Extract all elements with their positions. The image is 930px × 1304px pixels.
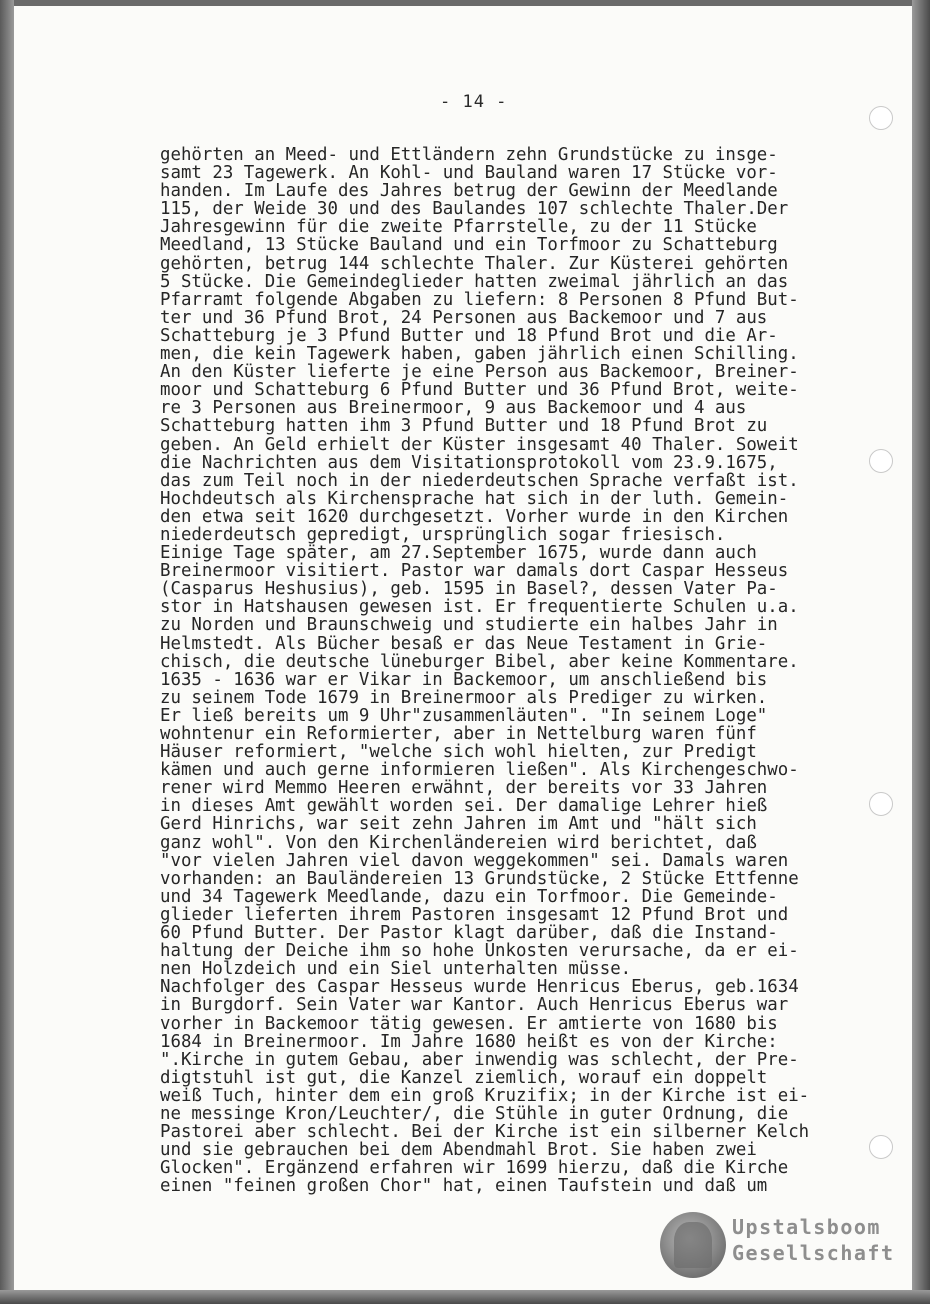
text-line: Häuser reformiert, "welche sich wohl hielten, zur Predigt xyxy=(160,742,757,763)
text-line: An den Küster lieferte je eine Person aus Backemoor, Breiner- xyxy=(160,362,799,383)
text-line: handen. Im Laufe des Jahres betrug der Gewinn der Meedlande xyxy=(160,181,778,202)
text-line: moor und Schatteburg 6 Pfund Butter und 36 Pfund Brot, weite- xyxy=(160,380,799,401)
text-line: in dieses Amt gewählt worden sei. Der damalige Lehrer hieß xyxy=(160,796,768,817)
text-line: "vor vielen Jahren viel davon weggekommen" sei. Damals waren xyxy=(160,850,789,871)
text-line: Pfarramt folgende Abgaben zu liefern: 8 Personen 8 Pfund But- xyxy=(160,289,799,310)
punch-hole-icon xyxy=(869,106,893,130)
text-line: Hochdeutsch als Kirchensprache hat sich in der luth. Gemein- xyxy=(160,488,789,509)
page-number: - 14 - xyxy=(440,92,508,112)
punch-hole-icon xyxy=(869,449,893,473)
text-line: Glocken". Ergänzend erfahren wir 1699 hierzu, daß die Kirche xyxy=(160,1158,789,1179)
text-line: ter und 36 Pfund Brot, 24 Personen aus Backemoor und 7 aus xyxy=(160,307,768,328)
text-line: die Nachrichten aus dem Visitationsprotokoll vom 23.9.1675, xyxy=(160,452,778,473)
text-line: geben. An Geld erhielt der Küster insgesamt 40 Thaler. Soweit xyxy=(160,434,799,455)
text-line: 60 Pfund Butter. Der Pastor klagt darüber, daß die Instand- xyxy=(160,923,778,944)
body-text xyxy=(160,146,860,1195)
upstalsboom-logo xyxy=(660,1212,910,1282)
text-line: Einige Tage später, am 27.September 1675, wurde dann auch xyxy=(160,543,757,564)
text-line: stor in Hatshausen gewesen ist. Er frequentierte Schulen u.a. xyxy=(160,597,799,618)
text-line: nen Holzdeich und ein Siel unterhalten müsse. xyxy=(160,959,632,980)
text-line: einen "feinen großen Chor" hat, einen Taufstein und daß um xyxy=(160,1176,768,1197)
text-line: ".Kirche in gutem Gebau, aber inwendig was schlecht, der Pre- xyxy=(160,1049,799,1070)
text-line: vorhanden: an Bauländereien 13 Grundstücke, 2 Stücke Ettfenne xyxy=(160,868,799,889)
text-line: haltung der Deiche ihm so hohe Unkosten verursache, da er ei- xyxy=(160,941,799,962)
text-line: Meedland, 13 Stücke Bauland und ein Torfmoor zu Schatteburg xyxy=(160,235,778,256)
text-line: Gerd Hinrichs, war seit zehn Jahren im Amt und "hält sich xyxy=(160,814,757,835)
punch-hole-icon xyxy=(869,792,893,816)
text-line: 1684 in Breinermoor. Im Jahre 1680 heißt es von der Kirche: xyxy=(160,1031,778,1052)
logo-line-2: Gesellschaft xyxy=(732,1241,895,1265)
text-line: (Casparus Heshusius), geb. 1595 in Basel?, dessen Vater Pa- xyxy=(160,579,778,600)
text-line: Er ließ bereits um 9 Uhr"zusammenläuten". "In seinem Loge" xyxy=(160,705,768,726)
logo-text xyxy=(732,1214,895,1266)
text-line: das zum Teil noch in der niederdeutschen Sprache verfaßt ist. xyxy=(160,470,799,491)
text-line: Pastorei aber schlecht. Bei der Kirche ist ein silberner Kelch xyxy=(160,1122,810,1143)
text-line: den etwa seit 1620 durchgesetzt. Vorher wurde in den Kirchen xyxy=(160,506,789,527)
text-line: ne messinge Kron/Leuchter/, die Stühle in guter Ordnung, die xyxy=(160,1103,789,1124)
text-line: weiß Tuch, hinter dem ein groß Kruzifix; in der Kirche ist ei- xyxy=(160,1085,810,1106)
text-line: men, die kein Tagewerk haben, gaben jährlich einen Schilling. xyxy=(160,344,799,365)
text-line: 5 Stücke. Die Gemeindeglieder hatten zweimal jährlich an das xyxy=(160,271,789,292)
seal-icon xyxy=(660,1212,726,1278)
text-line: kämen und auch gerne informieren ließen". Als Kirchengeschwo- xyxy=(160,760,799,781)
text-line: und 34 Tagewerk Meedlande, dazu ein Torfmoor. Die Gemeinde- xyxy=(160,886,778,907)
text-line: digtstuhl ist gut, die Kanzel ziemlich, worauf ein doppelt xyxy=(160,1067,768,1088)
text-line: zu seinem Tode 1679 in Breinermoor als Prediger zu wirken. xyxy=(160,687,768,708)
text-line: vorher in Backemoor tätig gewesen. Er amtierte von 1680 bis xyxy=(160,1013,778,1034)
text-line: samt 23 Tagewerk. An Kohl- und Bauland waren 17 Stücke vor- xyxy=(160,163,778,184)
text-line: Schatteburg je 3 Pfund Butter und 18 Pfund Brot und die Ar- xyxy=(160,325,778,346)
scan-border-bottom xyxy=(0,1290,930,1304)
scan-border-left xyxy=(0,0,14,1304)
text-line: 1635 - 1636 war er Vikar in Backemoor, um anschließend bis xyxy=(160,669,768,690)
text-line: Schatteburg hatten ihm 3 Pfund Butter und 18 Pfund Brot zu xyxy=(160,416,768,437)
text-line: re 3 Personen aus Breinermoor, 9 aus Backemoor und 4 aus xyxy=(160,398,747,419)
text-line: Jahresgewinn für die zweite Pfarrstelle, zu der 11 Stücke xyxy=(160,217,757,238)
text-line: chisch, die deutsche lüneburger Bibel, aber keine Kommentare. xyxy=(160,651,799,672)
text-line: Helmstedt. Als Bücher besaß er das Neue Testament in Grie- xyxy=(160,633,768,654)
text-line: in Burgdorf. Sein Vater war Kantor. Auch Henricus Eberus war xyxy=(160,995,789,1016)
punch-hole-icon xyxy=(869,1135,893,1159)
text-line: rener wird Memmo Heeren erwähnt, der bereits vor 33 Jahren xyxy=(160,778,768,799)
text-line: zu Norden und Braunschweig und studierte ein halbes Jahr in xyxy=(160,615,778,636)
logo-line-1: Upstalsboom xyxy=(732,1215,881,1239)
scan-border-right xyxy=(912,0,930,1304)
text-line: Nachfolger des Caspar Hesseus wurde Henricus Eberus, geb.1634 xyxy=(160,977,799,998)
text-line: gehörten, betrug 144 schlechte Thaler. Zur Küsterei gehörten xyxy=(160,253,789,274)
text-line: ganz wohl". Von den Kirchenländereien wird berichtet, daß xyxy=(160,832,757,853)
text-line: und sie gebrauchen bei dem Abendmahl Brot. Sie haben zwei xyxy=(160,1140,757,1161)
text-line: wohntenur ein Reformierter, aber in Nettelburg waren fünf xyxy=(160,724,757,744)
text-line: niederdeutsch gepredigt, ursprünglich sogar friesisch. xyxy=(160,524,726,545)
text-line: 115, der Weide 30 und des Baulandes 107 schlechte Thaler.Der xyxy=(160,199,789,220)
text-line: glieder lieferten ihrem Pastoren insgesamt 12 Pfund Brot und xyxy=(160,904,789,925)
text-line: gehörten an Meed- und Ettländern zehn Grundstücke zu insge- xyxy=(160,145,778,165)
text-line: Breinermoor visitiert. Pastor war damals dort Caspar Hesseus xyxy=(160,561,789,582)
